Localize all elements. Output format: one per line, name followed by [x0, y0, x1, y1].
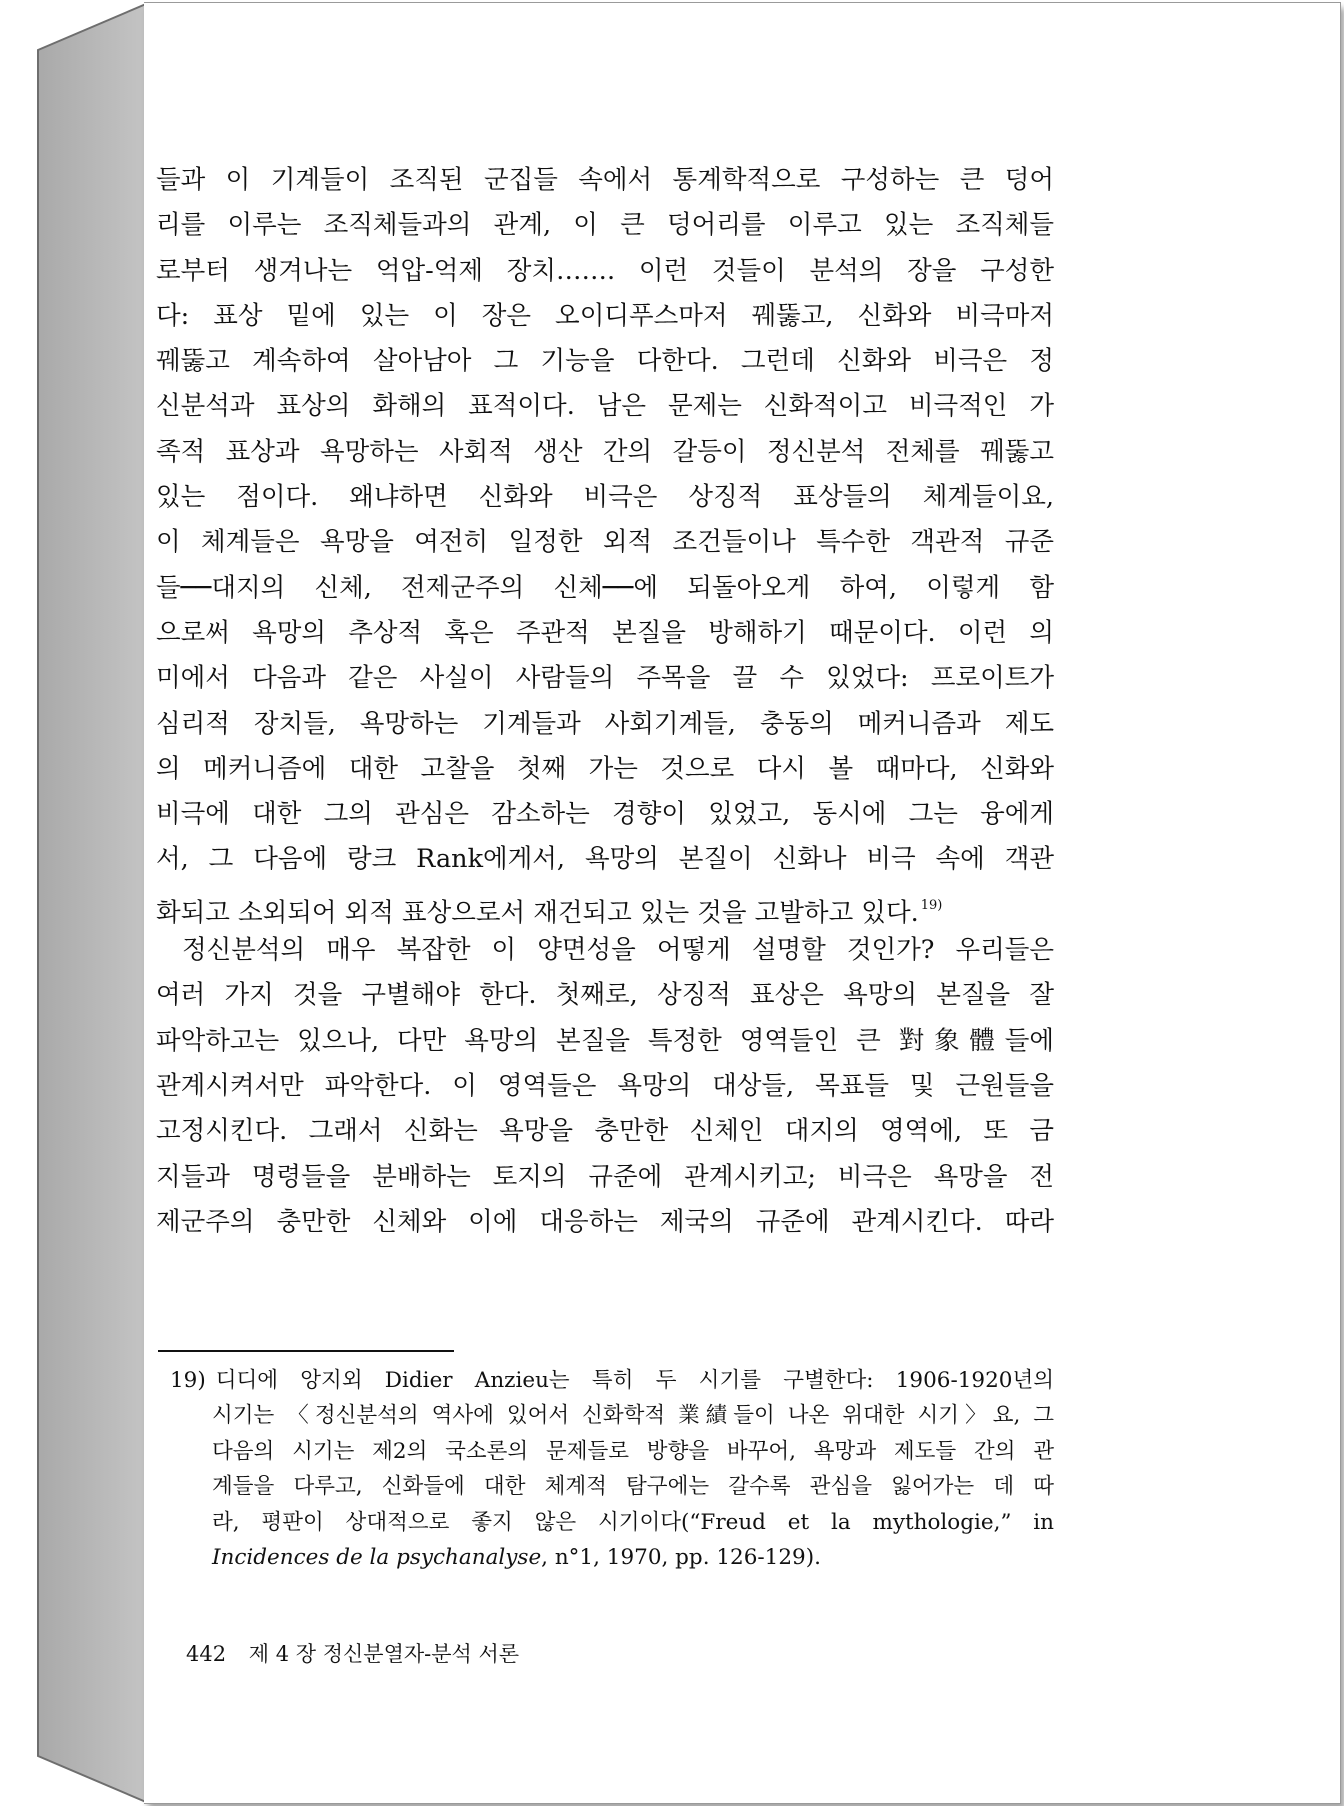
body-line: 리를 이루는 조직체들과의 관계, 이 큰 덩어리를 이루고 있는 조직체들	[156, 210, 1054, 241]
running-chapter-title: 제 4 장 정신분열자-분석 서론	[248, 1642, 520, 1666]
page-footer	[186, 1638, 519, 1668]
body-line: 파악하고는 있으나, 다만 욕망의 본질을 특정한 영역들인 큰 對象體들에	[156, 1025, 1054, 1056]
body-text	[156, 158, 1054, 1245]
body-line: 들과 이 기계들이 조직된 군집들 속에서 통계학적으로 구성하는 큰 덩어	[156, 165, 1054, 195]
body-line: 고정시킨다. 그래서 신화는 욕망을 충만한 신체인 대지의 영역에, 또 금	[156, 1116, 1054, 1147]
body-line: 제군주의 충만한 신체와 이에 대응하는 제국의 규준에 관계시킨다. 따라	[156, 1206, 1054, 1237]
body-line: 지들과 명령들을 분배하는 토지의 규준에 관계시키고; 비극은 욕망을 전	[156, 1161, 1054, 1192]
footnote-text: 디디에 앙지외 Didier Anzieu는 특히 두 시기를 구별한다: 1906-1920년의	[215, 1368, 1054, 1393]
body-line-with-footnote-ref	[156, 883, 1054, 928]
body-line: 신분석과 표상의 화해의 표적이다. 남은 문제는 신화적이고 비극적인 가	[156, 391, 1054, 422]
body-line: 정신분석의 매우 복잡한 이 양면성을 어떻게 설명할 것인가? 우리들은	[182, 935, 1054, 966]
body-line: 미에서 다음과 같은 사실이 사람들의 주목을 끌 수 있었다: 프로이트가	[156, 663, 1054, 694]
body-line: 서, 그 다음에 랑크 Rank에게서, 욕망의 본질이 신화나 비극 속에 객관	[156, 844, 1054, 875]
footnote-line	[170, 1540, 1054, 1575]
body-line: 의 메커니즘에 대한 고찰을 첫째 가는 것으로 다시 볼 때마다, 신화와	[156, 753, 1054, 784]
footnote-line: 시기는 〈정신분석의 역사에 있어서 신화학적 業績들이 나온 위대한 시기〉요, 그	[212, 1403, 1054, 1429]
footnote-reference: 19)	[920, 897, 943, 913]
footnote	[170, 1363, 1054, 1575]
footnote-label: 19)	[170, 1368, 206, 1393]
body-line: 다: 표상 밑에 있는 이 장은 오이디푸스마저 꿰뚫고, 신화와 비극마저	[156, 300, 1054, 331]
body-line: 족적 표상과 욕망하는 사회적 생산 간의 갈등이 정신분석 전체를 꿰뚫고	[156, 436, 1054, 467]
footnote-line	[170, 1363, 1054, 1398]
footnote-citation: , n°1, 1970, pp. 126-129).	[541, 1544, 821, 1570]
body-line: 있는 점이다. 왜냐하면 신화와 비극은 상징적 표상들의 체계들이요,	[156, 482, 1054, 513]
footnote-italic-title: Incidences de la psychanalyse	[212, 1544, 542, 1570]
body-line: 들──대지의 신체, 전제군주의 신체──에 되돌아오게 하여, 이렇게 함	[156, 572, 1054, 603]
body-line: 비극에 대한 그의 관심은 감소하는 경향이 있었고, 동시에 그는 융에게	[156, 799, 1054, 830]
body-line: 으로써 욕망의 추상적 혹은 주관적 본질을 방해하기 때문이다. 이런 의	[156, 617, 1054, 648]
body-line: 관계시켜서만 파악한다. 이 영역들은 욕망의 대상들, 목표들 및 근원들을	[156, 1070, 1054, 1101]
body-line-text: 화되고 소외되어 외적 표상으로서 재건되고 있는 것을 고발하고 있다.	[156, 897, 919, 928]
footnote-line: 다음의 시기는 제2의 국소론의 문제들로 방향을 바꾸어, 욕망과 제도들 간의 관	[212, 1438, 1054, 1464]
body-line: 로부터 생겨나는 억압-억제 장치……. 이런 것들이 분석의 장을 구성한	[156, 255, 1054, 286]
body-line: 꿰뚫고 계속하여 살아남아 그 기능을 다한다. 그런데 신화와 비극은 정	[156, 346, 1054, 377]
footnote-separator	[158, 1350, 454, 1352]
book-spine	[0, 0, 150, 1806]
body-line: 여러 가지 것을 구별해야 한다. 첫째로, 상징적 표상은 욕망의 본질을 잘	[156, 980, 1054, 1011]
page-number: 442	[186, 1642, 227, 1666]
body-line: 이 체계들은 욕망을 여전히 일정한 외적 조건들이나 특수한 객관적 규준	[156, 527, 1054, 558]
footnote-line: 계들을 다루고, 신화들에 대한 체계적 탐구에는 갈수록 관심을 잃어가는 데 따	[212, 1474, 1054, 1500]
body-line: 심리적 장치들, 욕망하는 기계들과 사회기계들, 충동의 메커니즘과 제도	[156, 708, 1054, 739]
footnote-line: 라, 평판이 상대적으로 좋지 않은 시기이다(“Freud et la mythologie,” in	[212, 1509, 1054, 1535]
